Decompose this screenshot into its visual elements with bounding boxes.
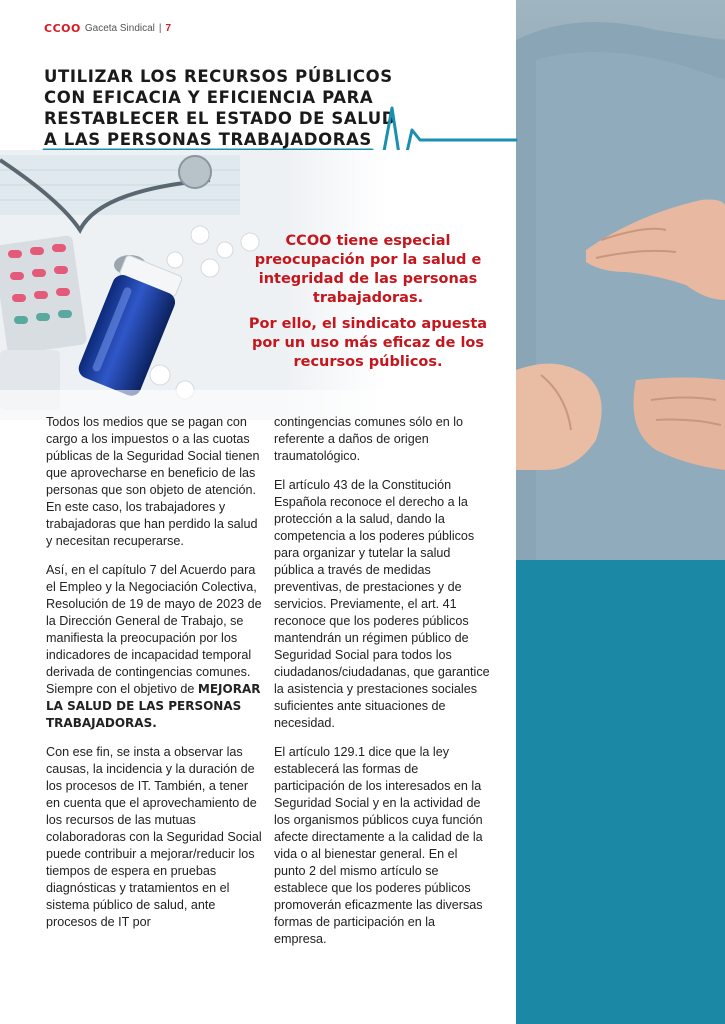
highlight-quote: [236, 232, 500, 372]
title-line: RESTABLECER EL ESTADO DE SALUD: [44, 109, 397, 128]
body-paragraph: Con ese fin, se insta a observar las causas, la incidencia y la duración de los procesos de IT. También, a tener en cuenta que el aprovechamiento de los recursos de las mutuas colaboradoras con la Seguridad Social puede contribuir a mejorar/reducir los tiempos de espera en pruebas diagnósticas y tratamientos en el sistema público de salud, ante procesos de IT por: [46, 745, 262, 929]
body-paragraph: El artículo 129.1 dice que la ley establecerá las formas de participación de los interesados en la Seguridad Social y en la actividad de los organismos públicos cuya función afecte directamente a la calidad de la vida o al bienestar general. En el punto 2 del mismo artículo se establece que los poderes públicos promoverán eficazmente las diversas formas de participación en la empresa.: [274, 745, 483, 946]
teal-accent-band: [516, 560, 725, 1024]
body-paragraph: El artículo 43 de la Constitución Española reconoce el derecho a la protección a la salud, dando la competencia a los poderes públicos para organizar y tutelar la salud pública a través de medidas preventivas, de prestaciones y de servicios. Previamente, el art. 41 reconoce que los poderes públicos mantendrán un régimen público de Seguridad Social para todos los ciudadanos/ciudadanas, que garantice la asistencia y prestaciones sociales suficientes ante situaciones de necesidad.: [274, 478, 490, 730]
ccoo-logo: CCOO: [44, 22, 81, 35]
emphasis-text: MEJORAR LA SALUD DE LAS PERSONAS TRABAJADORAS.: [46, 682, 261, 730]
body-text: Así, en el capítulo 7 del Acuerdo para el Empleo y la Negociación Colectiva, Resolución de 19 de mayo de 2023 de la Dirección General de Trabajo, se manifiesta la preocupación por los indicadores de incapacidad temporal derivada de contingencias comunes. Siempre con el objetivo de: [46, 563, 262, 696]
title-line: A LAS PERSONAS TRABAJADORAS: [44, 130, 372, 149]
highlight-paragraph: Por ello, el sindicato apuesta por un uso más eficaz de los recursos públicos.: [248, 316, 488, 370]
body-column-left: [46, 414, 264, 943]
body-paragraph: Todos los medios que se pagan con cargo a los impuestos o a las cuotas públicas de la Seguridad Social tienen que aprovecharse en beneficio de las personas que son objeto de atención. En este caso, los trabajadores y trabajadoras que han perdido la salud y necesitan recuperarse.: [46, 415, 260, 548]
title-line: UTILIZAR LOS RECURSOS PÚBLICOS: [44, 67, 393, 86]
highlight-paragraph: CCOO tiene especial preocupación por la salud e integridad de las personas trabajadoras.: [254, 233, 482, 306]
title-line: CON EFICACIA Y EFICIENCIA PARA: [44, 88, 374, 107]
body-column-right: [274, 414, 490, 960]
body-paragraph: [46, 562, 264, 732]
publication-name: Gaceta Sindical: [84, 23, 155, 34]
page-number: 7: [165, 23, 172, 34]
page-header: [44, 22, 171, 35]
header-separator: |: [158, 23, 162, 34]
body-paragraph: contingencias comunes sólo en lo referente a daños de origen traumatológico.: [274, 415, 464, 463]
